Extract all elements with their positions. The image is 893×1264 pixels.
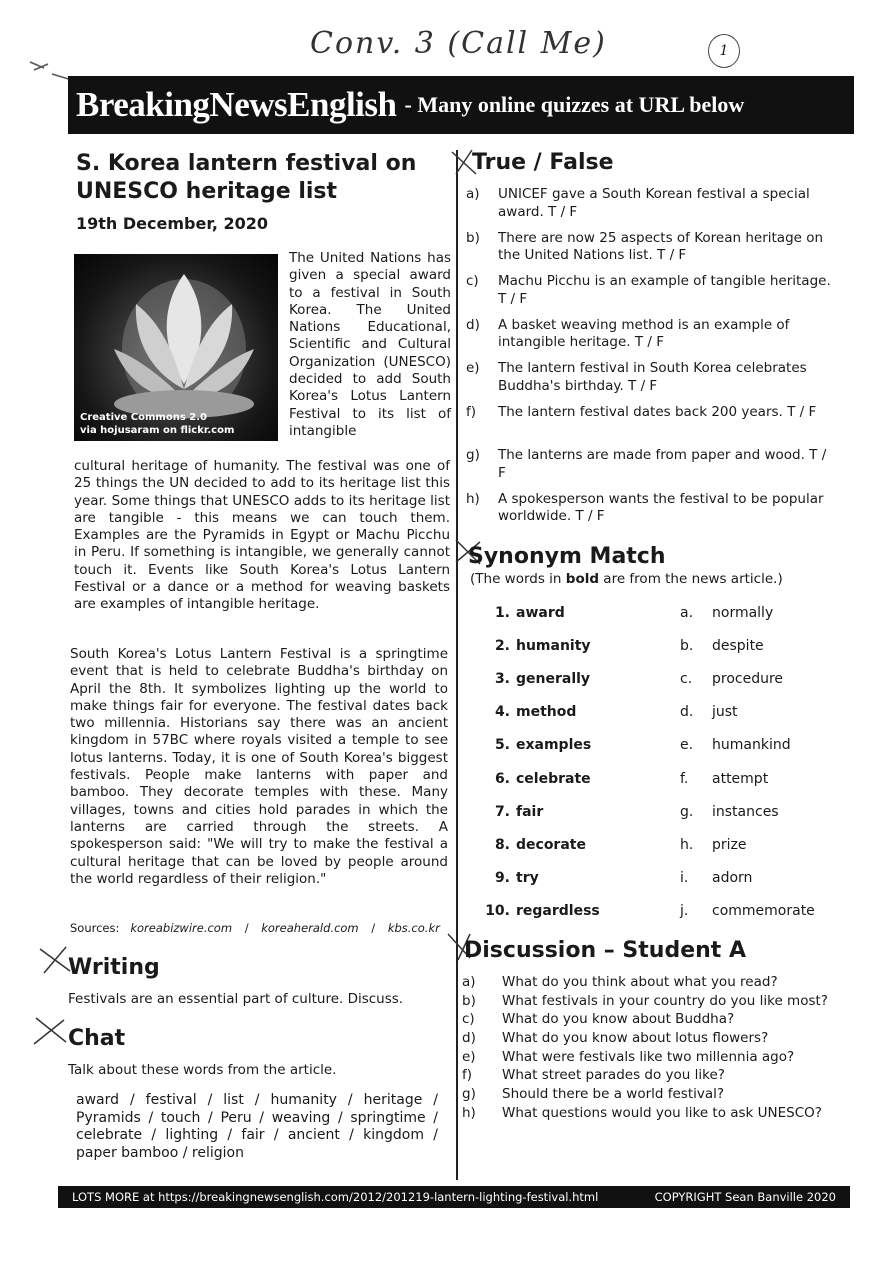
list-item: b) What festivals in your country do you like most? — [462, 992, 828, 1009]
synonym-match-title: Synonym Match — [468, 544, 666, 569]
table-row: 10. regardless j. commemorate — [485, 903, 815, 920]
footer-link[interactable]: LOTS MORE at https://breakingnewsenglish.com/2012/201219-lantern-lighting-festival.html — [72, 1190, 599, 1204]
source-link[interactable]: koreaherald.com — [261, 921, 359, 935]
article-title: S. Korea lantern festival on UNESCO heritage list — [76, 151, 417, 204]
article-sources: Sources: koreabizwire.com / koreaherald.com / kbs.co.kr — [70, 921, 440, 935]
table-row: 8. decorate h. prize — [494, 836, 747, 853]
list-item: c) Machu Picchu is an example of tangible heritage. T / F — [466, 273, 831, 307]
list-item: d) What do you know about lotus flowers? — [462, 1030, 769, 1047]
list-item: h) What questions would you like to ask UNESCO? — [462, 1104, 822, 1121]
list-item: g) The lanterns are made from paper and wood. T / F — [466, 447, 827, 481]
column-divider — [456, 150, 458, 1180]
cross-mark-icon — [30, 1014, 70, 1046]
writing-section-title: Writing — [68, 955, 160, 980]
list-item: c) What do you know about Buddha? — [462, 1011, 735, 1028]
table-row: 9. try i. adorn — [494, 870, 753, 887]
list-item: h) A spokesperson wants the festival to be popular worldwide. T / F — [466, 490, 824, 524]
table-row: 5. examples e. humankind — [494, 737, 791, 754]
discussion-title: Discussion – Student A — [464, 938, 746, 963]
source-link[interactable]: koreabizwire.com — [130, 921, 233, 935]
list-item: b) There are now 25 aspects of Korean heritage on the United Nations list. T / F — [466, 229, 824, 263]
synonym-match-table — [476, 596, 846, 928]
true-false-list — [466, 186, 838, 534]
brand-name: BreakingNewsEnglish — [76, 85, 397, 124]
chat-prompt: Talk about these words from the article. — [68, 1062, 337, 1078]
masthead-banner — [68, 76, 854, 134]
list-item: a) What do you think about what you read? — [462, 974, 778, 990]
lantern-photo — [74, 254, 278, 441]
discussion-list — [462, 974, 842, 1124]
table-row: 7. fair g. instances — [494, 803, 779, 820]
table-row: 6. celebrate f. attempt — [494, 770, 769, 787]
chat-word-list: award / festival / list / humanity / heritage / Pyramids / touch / Peru / weaving / springtime / celebrate / lighting / fair / ancient / kingdom / paper bamboo / religion — [76, 1092, 438, 1161]
writing-prompt: Festivals are an essential part of culture. Discuss. — [68, 991, 404, 1007]
handwritten-note: Conv. 3 (Call Me) — [310, 26, 607, 61]
table-row: 4. method d. just — [494, 704, 738, 721]
article-paragraph-1: cultural heritage of humanity. The festival was one of 25 things the UN decided to add to its heritage list this year. Some things that UNESCO adds to its heritage list are tangible - this means we can touch them. Examples are the Pyramids in Egypt or Machu Picchu in Peru. If something is intangible, we generally cannot touch it. Events like South Korea's Lotus Lantern Festival or a dance or a method for weaving baskets are examples of intangible heritage. — [74, 458, 450, 613]
list-item: f) The lantern festival dates back 200 years. T / F — [466, 403, 817, 420]
list-item: f) What street parades do you like? — [462, 1067, 725, 1084]
synonym-match-subtitle: (The words in bold are from the news article.) — [470, 571, 783, 587]
table-row: 1. award a. normally — [494, 604, 774, 621]
article-paragraph-2: South Korea's Lotus Lantern Festival is a springtime event that is held to celebrate Buddha's birthday on April the 8th. It symbolizes lighting up the world to make things fair for everyone. The festival dates back two millennia. Historians say there was an ancient kingdom in 57BC where royals visited a temple to see lotus lanterns. Today, it is one of South Korea's biggest festivals. People make lanterns with paper and bamboo. They decorate temples with these. Many villages, towns and cities hold parades in which the lanterns are carried through the streets. A spokesperson said: "We will try to make the festival a cultural heritage that can be loved by people around the world regardless of their religion." — [70, 646, 448, 887]
table-row: 2. humanity b. despite — [494, 637, 764, 654]
list-item: g) Should there be a world festival? — [462, 1086, 725, 1103]
true-false-title: True / False — [472, 150, 614, 175]
chat-section-title: Chat — [68, 1026, 126, 1051]
footer-copyright: COPYRIGHT Sean Banville 2020 — [654, 1190, 836, 1204]
list-item: e) What were festivals like two millennia ago? — [462, 1048, 795, 1065]
list-item: d) A basket weaving method is an example of intangible heritage. T / F — [466, 316, 790, 350]
article-date: 19th December, 2020 — [76, 214, 269, 233]
source-link[interactable]: kbs.co.kr — [387, 921, 440, 935]
list-item: a) UNICEF gave a South Korean festival a special award. T / F — [466, 186, 810, 220]
handwritten-page-number: 1 — [708, 34, 740, 68]
list-item: e) The lantern festival in South Korea celebrates Buddha's birthday. T / F — [466, 360, 807, 394]
footer-bar — [58, 1186, 850, 1208]
table-row: 3. generally c. procedure — [494, 670, 784, 687]
article-paragraph-1-wrapped: The United Nations has given a special award to a festival in South Korea. The United Nations Educational, Scientific and Cultural Organization (UNESCO) decided to add South Korea's Lotus Lantern Festival to its list of intangible — [289, 250, 451, 439]
photo-credit: Creative Commons 2.0 via hojusaram on flickr.com — [80, 412, 235, 436]
masthead-tagline: - Many online quizzes at URL below — [404, 92, 745, 117]
